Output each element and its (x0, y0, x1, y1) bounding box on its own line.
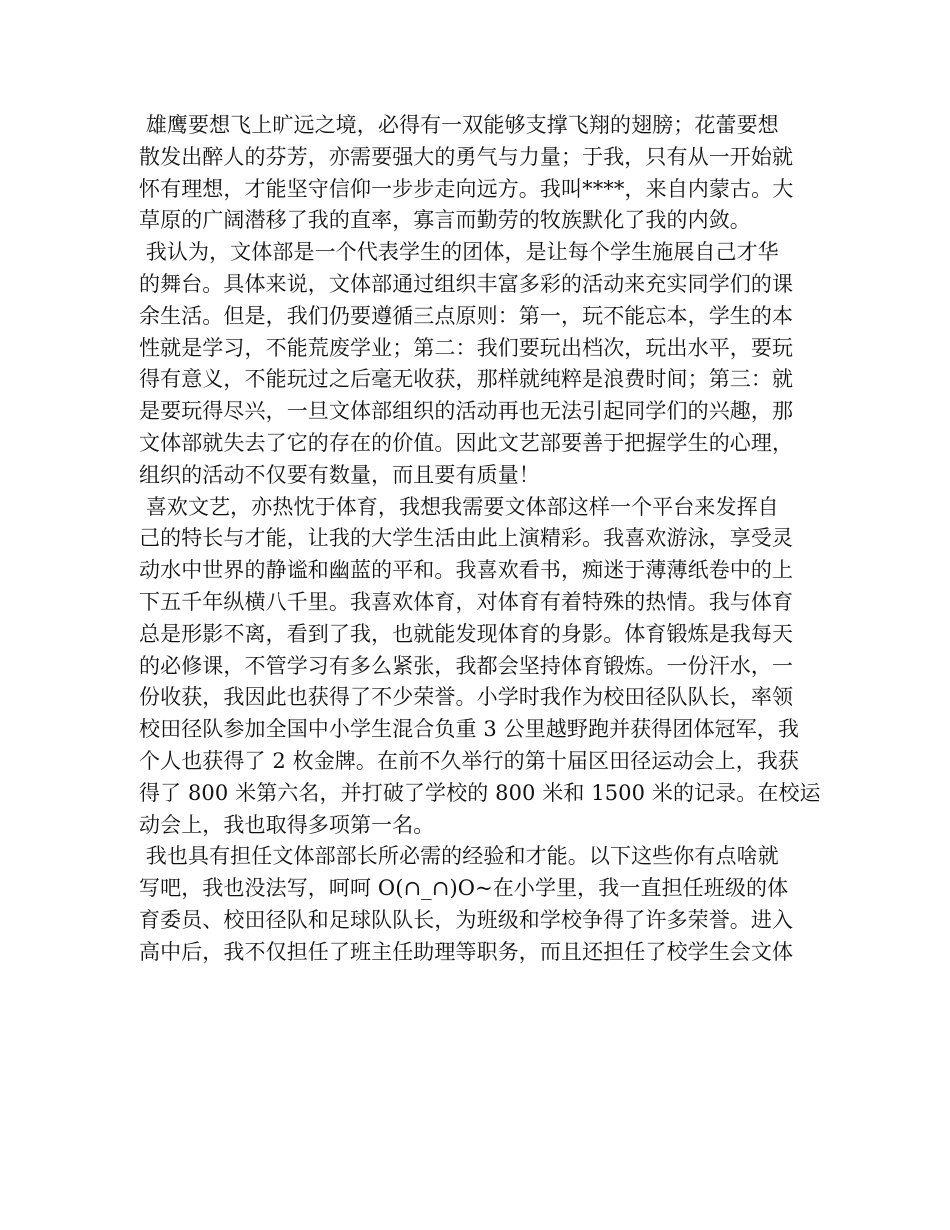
text-line: 高中后，我不仅担任了班主任助理等职务，而且还担任了校学生会文体 (139, 939, 794, 964)
text-line: 的必修课，不管学习有多么紧张，我都会坚持体育锻炼。一份汗水，一 (139, 653, 794, 678)
paragraph-experience (139, 841, 819, 968)
text-line: 余生活。但是，我们仍要遵循三点原则：第一，玩不能忘本，学生的本 (139, 303, 794, 328)
text-line: 动水中世界的静谧和幽蓝的平和。我喜欢看书，痴迷于薄薄纸卷中的上 (139, 558, 794, 583)
paragraph-intro (139, 110, 819, 237)
text-line: 草原的广阔潜移了我的直率，寡言而勤劳的牧族默化了我的内敛。 (139, 208, 751, 233)
paragraph-hobbies (139, 492, 819, 842)
text-line: 校田径队参加全国中小学生混合负重 3 公里越野跑并获得团体冠军，我 (139, 717, 800, 742)
text-line: 份收获，我因此也获得了不少荣誉。小学时我作为校田径队队长，率领 (139, 685, 794, 710)
text-line: 性就是学习，不能荒废学业；第二：我们要玩出档次，玩出水平，要玩 (139, 335, 794, 360)
text-line: 的舞台。具体来说，文体部通过组织丰富多彩的活动来充实同学们的课 (139, 271, 794, 296)
text-line: 雄鹰要想飞上旷远之境，必得有一双能够支撑飞翔的翅膀；花蕾要想 (139, 113, 779, 137)
text-line: 个人也获得了 2 枚金牌。在前不久举行的第十届区田径运动会上，我获 (139, 748, 800, 773)
text-line: 我认为，文体部是一个代表学生的团体，是让每个学生施展自己才华 (139, 240, 779, 265)
text-line: 文体部就失去了它的存在的价值。因此文艺部要善于把握学生的心理， (139, 430, 794, 455)
text-line: 得有意义，不能玩过之后毫无收获，那样就纯粹是浪费时间；第三：就 (139, 367, 794, 392)
text-line: 散发出醉人的芬芳，亦需要强大的勇气与力量；于我，只有从一开始就 (139, 144, 794, 169)
text-line: 怀有理想，才能坚守信仰一步步走向远方。我叫****，来自内蒙古。大 (139, 176, 794, 201)
text-line: 总是形影不离，看到了我，也就能发现体育的身影。体育锻炼是我每天 (139, 621, 794, 646)
text-line: 组织的活动不仅要有数量，而且要有质量！ (139, 462, 540, 487)
text-line: 动会上，我也取得多项第一名。 (139, 812, 435, 837)
text-line: 是要玩得尽兴，一旦文体部组织的活动再也无法引起同学们的兴趣，那 (139, 399, 794, 424)
text-line: 得了 800 米第六名，并打破了学校的 800 米和 1500 米的记录。在校运 (139, 780, 821, 805)
text-line: 育委员、校田径队和足球队队长，为班级和学校争得了许多荣誉。进入 (139, 907, 794, 932)
document-body (139, 110, 819, 969)
text-line: 写吧，我也没法写，呵呵 O(∩_∩)O~在小学里，我一直担任班级的体 (139, 876, 789, 901)
text-line: 我也具有担任文体部部长所必需的经验和才能。以下这些你有点啥就 (139, 844, 779, 869)
text-line: 下五千年纵横八千里。我喜欢体育，对体育有着特殊的热情。我与体育 (139, 589, 794, 614)
text-line: 己的特长与才能，让我的大学生活由此上演精彩。我喜欢游泳，享受灵 (139, 526, 794, 551)
text-line: 喜欢文艺，亦热忱于体育，我想我需要文体部这样一个平台来发挥自 (139, 494, 779, 519)
paragraph-department-view (139, 237, 819, 491)
